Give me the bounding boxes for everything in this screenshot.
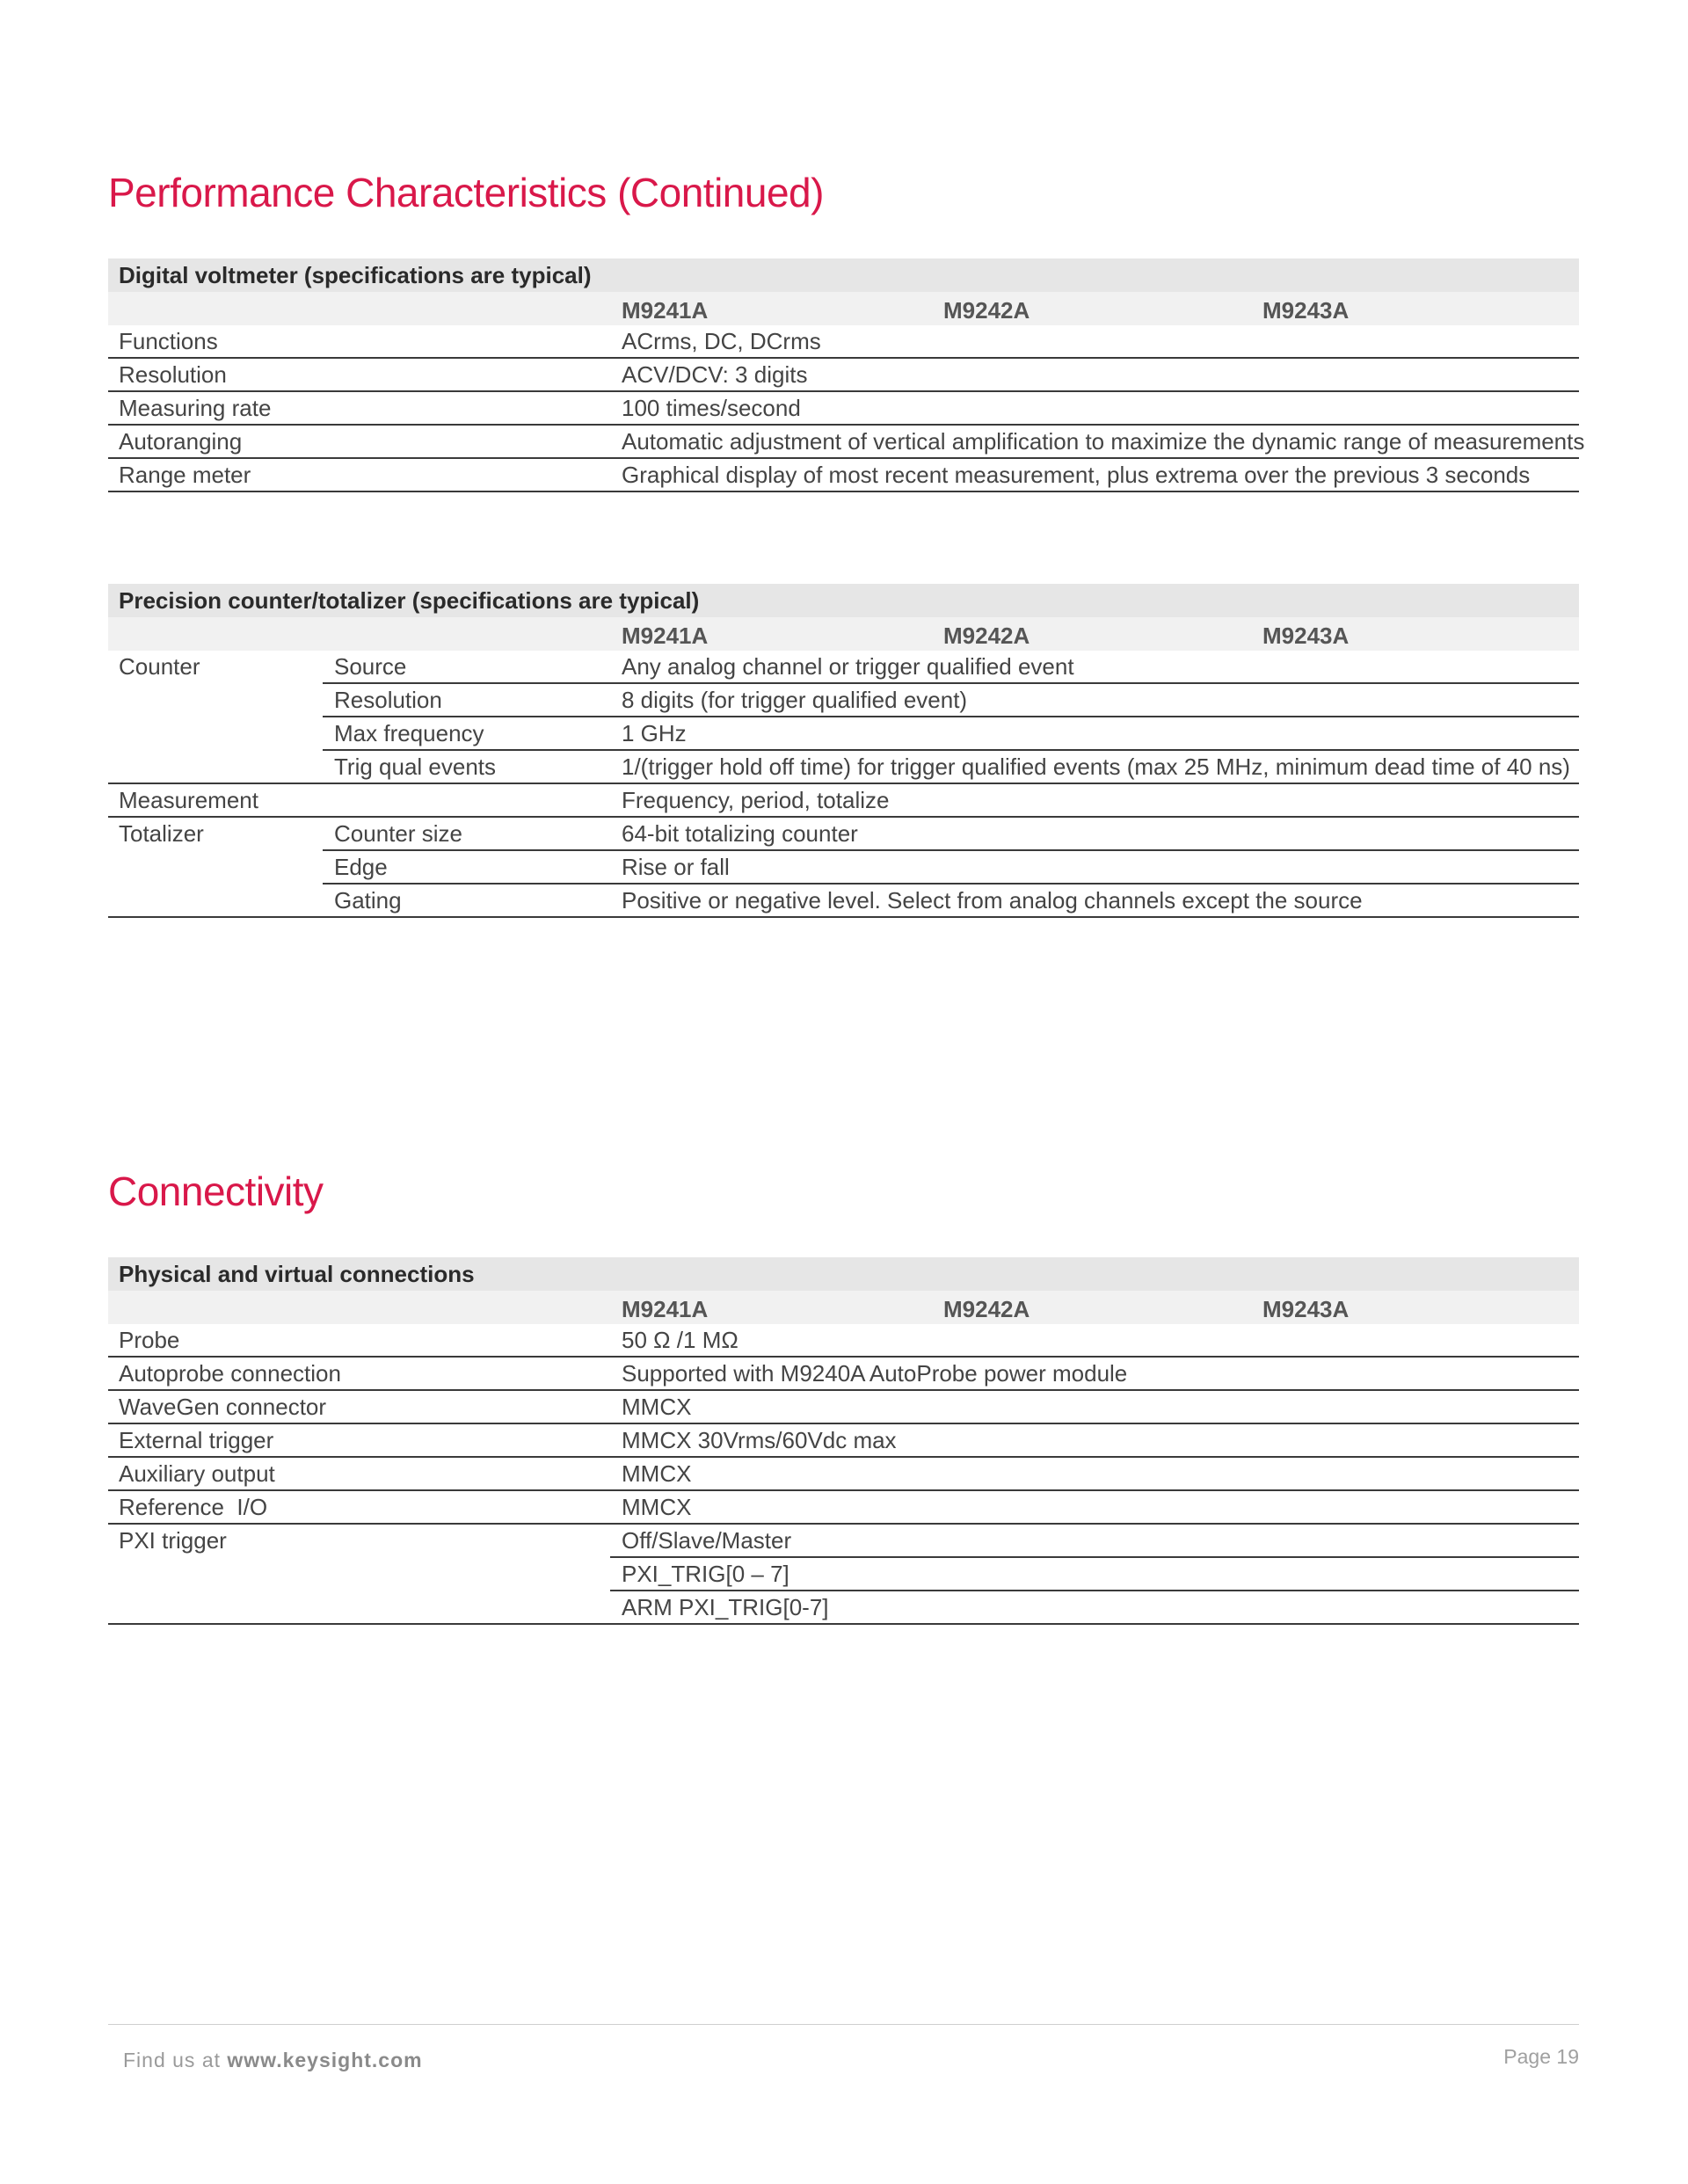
table-row [108, 1424, 1579, 1458]
row-value: MMCX [622, 1460, 692, 1487]
row-label: WaveGen connector [119, 1394, 327, 1420]
row-value: 1 GHz [622, 720, 687, 746]
connections-table [108, 1257, 1579, 1625]
row-value: ARM PXI_TRIG[0-7] [622, 1594, 829, 1620]
counter-table [108, 584, 1579, 918]
row-value: Frequency, period, totalize [622, 787, 890, 813]
table-row [108, 392, 1579, 426]
row-value: 100 times/second [622, 395, 801, 421]
row-divider [108, 1623, 1579, 1625]
row-value: 50 Ω /1 MΩ [622, 1327, 738, 1353]
row-sub-label: Edge [334, 854, 388, 880]
model-m9241a: M9241A [622, 622, 709, 649]
connections-table-caption: Physical and virtual connections [108, 1257, 1579, 1291]
section-title-connectivity: Connectivity [108, 1168, 324, 1214]
row-label: PXI trigger [119, 1527, 227, 1554]
row-value: MMCX 30Vrms/60Vdc max [622, 1427, 897, 1453]
table-row [108, 1324, 1579, 1358]
table-row [108, 325, 1579, 359]
row-value: ACV/DCV: 3 digits [622, 361, 808, 388]
website-link[interactable]: www.keysight.com [227, 2049, 423, 2071]
row-value: MMCX [622, 1494, 692, 1520]
table-row [108, 1458, 1579, 1491]
row-label: Auxiliary output [119, 1460, 275, 1487]
row-value: 64-bit totalizing counter [622, 820, 858, 847]
table-row [108, 426, 1585, 459]
row-value: 1/(trigger hold off time) for trigger qualified events (max 25 MHz, minimum dead time of 40 ns) [622, 753, 1570, 780]
row-label: Functions [119, 328, 218, 354]
row-label: Measuring rate [119, 395, 272, 421]
table-row [108, 459, 1579, 492]
model-m9241a: M9241A [622, 297, 709, 324]
model-m9243a: M9243A [1262, 1296, 1350, 1322]
table-row [108, 784, 1579, 818]
model-m9242a: M9242A [943, 297, 1030, 324]
footer-divider [108, 2024, 1579, 2025]
row-value: ACrms, DC, DCrms [622, 328, 821, 354]
row-value: Supported with M9240A AutoProbe power module [622, 1360, 1128, 1387]
counter-model-header [108, 617, 1579, 651]
row-group: Counter [119, 653, 200, 680]
dvm-table [108, 258, 1585, 492]
table-row [108, 751, 1579, 784]
model-m9241a: M9241A [622, 1296, 709, 1322]
row-label: Reference I/O [119, 1494, 268, 1520]
table-row [108, 684, 1579, 717]
dvm-model-header [108, 292, 1579, 325]
table-row [108, 818, 1579, 851]
table-row [108, 885, 1579, 918]
model-m9243a: M9243A [1262, 297, 1350, 324]
table-row [108, 1558, 1579, 1591]
row-label: Range meter [119, 462, 251, 488]
row-value: Off/Slave/Master [622, 1527, 792, 1554]
table-row [108, 851, 1579, 885]
row-value: 8 digits (for trigger qualified event) [622, 687, 968, 713]
table-row [108, 1591, 1579, 1625]
row-value: Positive or negative level. Select from analog channels except the source [622, 887, 1363, 914]
row-label: Resolution [119, 361, 227, 388]
row-value: Any analog channel or trigger qualified event [622, 653, 1074, 680]
row-sub-label: Gating [334, 887, 402, 914]
counter-table-caption: Precision counter/totalizer (specifications are typical) [108, 584, 1579, 617]
row-group: Totalizer [119, 820, 204, 847]
row-label: Autoranging [119, 428, 243, 455]
table-row [108, 1525, 1579, 1558]
row-value: PXI_TRIG[0 – 7] [622, 1561, 789, 1587]
table-row [108, 1358, 1579, 1391]
row-divider [108, 916, 1579, 918]
table-row [108, 651, 1579, 684]
footer-prefix: Find us at [123, 2049, 228, 2071]
row-divider [108, 491, 1579, 492]
row-value: MMCX [622, 1394, 692, 1420]
model-m9242a: M9242A [943, 622, 1030, 649]
row-value: Automatic adjustment of vertical amplification to maximize the dynamic range of measurements [622, 428, 1585, 455]
row-group: Measurement [119, 787, 258, 813]
row-sub-label: Counter size [334, 820, 462, 847]
row-label: External trigger [119, 1427, 274, 1453]
row-sub-label: Resolution [334, 687, 442, 713]
row-value: Graphical display of most recent measurement, plus extrema over the previous 3 seconds [622, 462, 1531, 488]
table-row [108, 717, 1579, 751]
row-label: Probe [119, 1327, 180, 1353]
row-value: Rise or fall [622, 854, 730, 880]
footer-website [123, 2049, 423, 2072]
row-sub-label: Max frequency [334, 720, 484, 746]
page-number: Page 19 [1503, 2045, 1579, 2068]
dvm-table-caption: Digital voltmeter (specifications are typical) [108, 258, 1579, 292]
table-row [108, 359, 1579, 392]
table-row [108, 1391, 1579, 1424]
connections-model-header [108, 1291, 1579, 1324]
table-row [108, 1491, 1579, 1525]
section-title-performance: Performance Characteristics (Continued) [108, 170, 824, 215]
model-m9243a: M9243A [1262, 622, 1350, 649]
row-label: Autoprobe connection [119, 1360, 341, 1387]
model-m9242a: M9242A [943, 1296, 1030, 1322]
row-sub-label: Source [334, 653, 407, 680]
row-sub-label: Trig qual events [334, 753, 497, 780]
